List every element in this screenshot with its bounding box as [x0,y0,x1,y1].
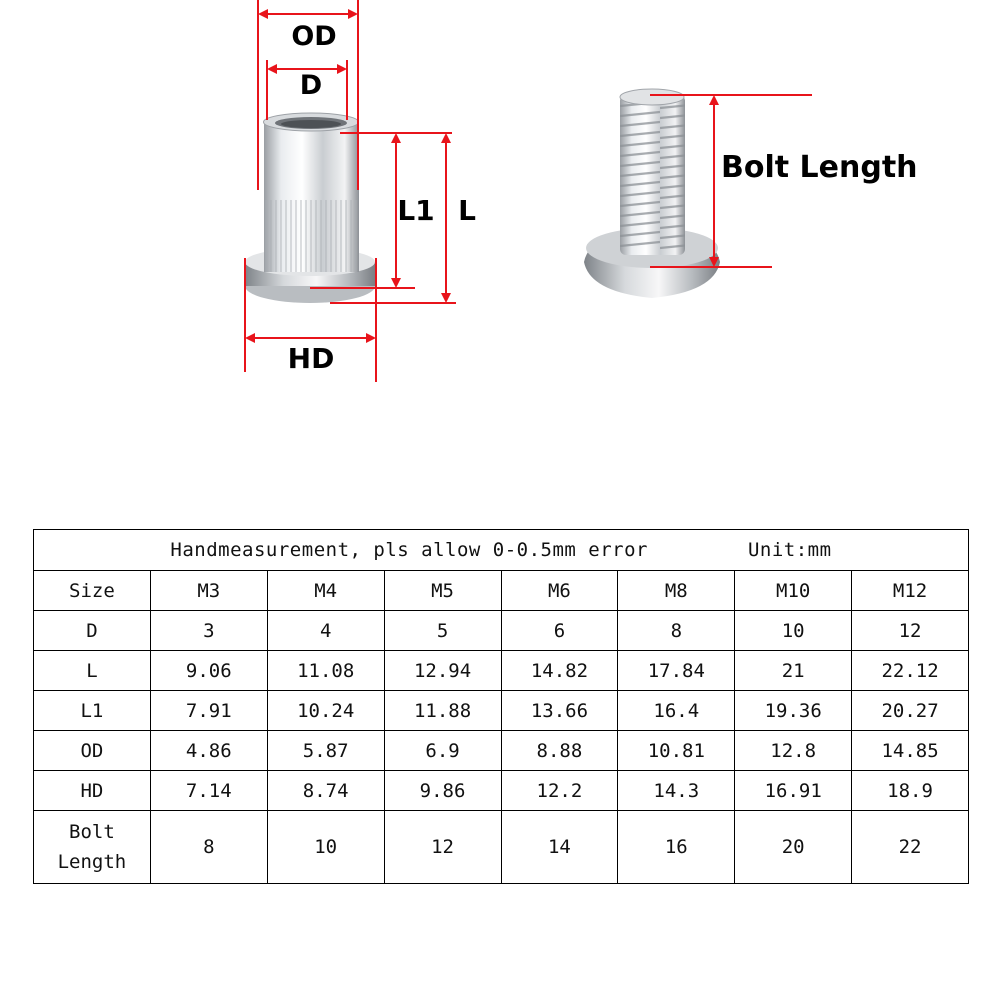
table-cell: 8 [618,611,735,651]
table-cell: 12.94 [384,651,501,691]
table-cell: 20 [735,811,852,884]
l-label: L [458,194,476,227]
table-cell: 8.88 [501,731,618,771]
rivet-nut-image [245,113,375,303]
table-cell: 10 [267,811,384,884]
caption-unit: Unit:mm [747,539,832,561]
spec-table [33,529,969,884]
hd-label: HD [287,342,335,375]
size-header: M10 [735,571,852,611]
table-cell: 14.85 [852,731,969,771]
row-label: D [34,611,151,651]
table-cell: 12.8 [735,731,852,771]
size-header: M4 [267,571,384,611]
table-caption [34,530,969,571]
table-cell: 16.4 [618,691,735,731]
table-row [34,811,969,884]
table-cell: 13.66 [501,691,618,731]
table-cell: 9.06 [150,651,267,691]
table-cell: 9.86 [384,771,501,811]
table-cell: 20.27 [852,691,969,731]
table-cell: 21 [735,651,852,691]
od-label: OD [291,21,337,52]
size-header: M12 [852,571,969,611]
table-cell: 5 [384,611,501,651]
size-header: M6 [501,571,618,611]
table-cell: 11.88 [384,691,501,731]
row-label: HD [34,771,151,811]
size-header: M3 [150,571,267,611]
table-cell: 5.87 [267,731,384,771]
table-cell: 11.08 [267,651,384,691]
table-cell: 7.14 [150,771,267,811]
row-label: Size [34,571,151,611]
size-header: M8 [618,571,735,611]
table-cell: 14.82 [501,651,618,691]
table-cell: 16.91 [735,771,852,811]
row-label: L [34,651,151,691]
table-cell: 3 [150,611,267,651]
d-label: D [299,70,323,101]
table-caption-row [34,530,969,571]
table-cell: 4 [267,611,384,651]
table-cell: 10.81 [618,731,735,771]
table-cell: 6 [501,611,618,651]
table-cell: 4.86 [150,731,267,771]
table-cell: 14 [501,811,618,884]
table-cell: 12 [852,611,969,651]
table-cell: 22.12 [852,651,969,691]
table-cell: 8 [150,811,267,884]
table-row [34,771,969,811]
table-cell: 6.9 [384,731,501,771]
row-label [34,811,151,884]
row-label-line: Length [57,851,127,873]
bolt-length-label: Bolt Length [721,150,918,185]
table-row [34,691,969,731]
row-label-line: Bolt [69,821,115,843]
table-cell: 8.74 [267,771,384,811]
caption-text: Handmeasurement, pls allow 0-0.5mm error [170,539,648,561]
table-cell: 19.36 [735,691,852,731]
row-label: OD [34,731,151,771]
row-label: L1 [34,691,151,731]
table-cell: 12.2 [501,771,618,811]
table-cell: 7.91 [150,691,267,731]
table-cell: 10.24 [267,691,384,731]
dimension-diagram [0,0,1000,420]
table-cell: 10 [735,611,852,651]
table-cell: 12 [384,811,501,884]
l1-label: L1 [397,194,435,227]
table-cell: 17.84 [618,651,735,691]
table-cell: 22 [852,811,969,884]
table-cell: 14.3 [618,771,735,811]
table-header-row [34,571,969,611]
table-row [34,651,969,691]
size-header: M5 [384,571,501,611]
table-row [34,611,969,651]
table-cell: 18.9 [852,771,969,811]
table-row [34,731,969,771]
table-cell: 16 [618,811,735,884]
